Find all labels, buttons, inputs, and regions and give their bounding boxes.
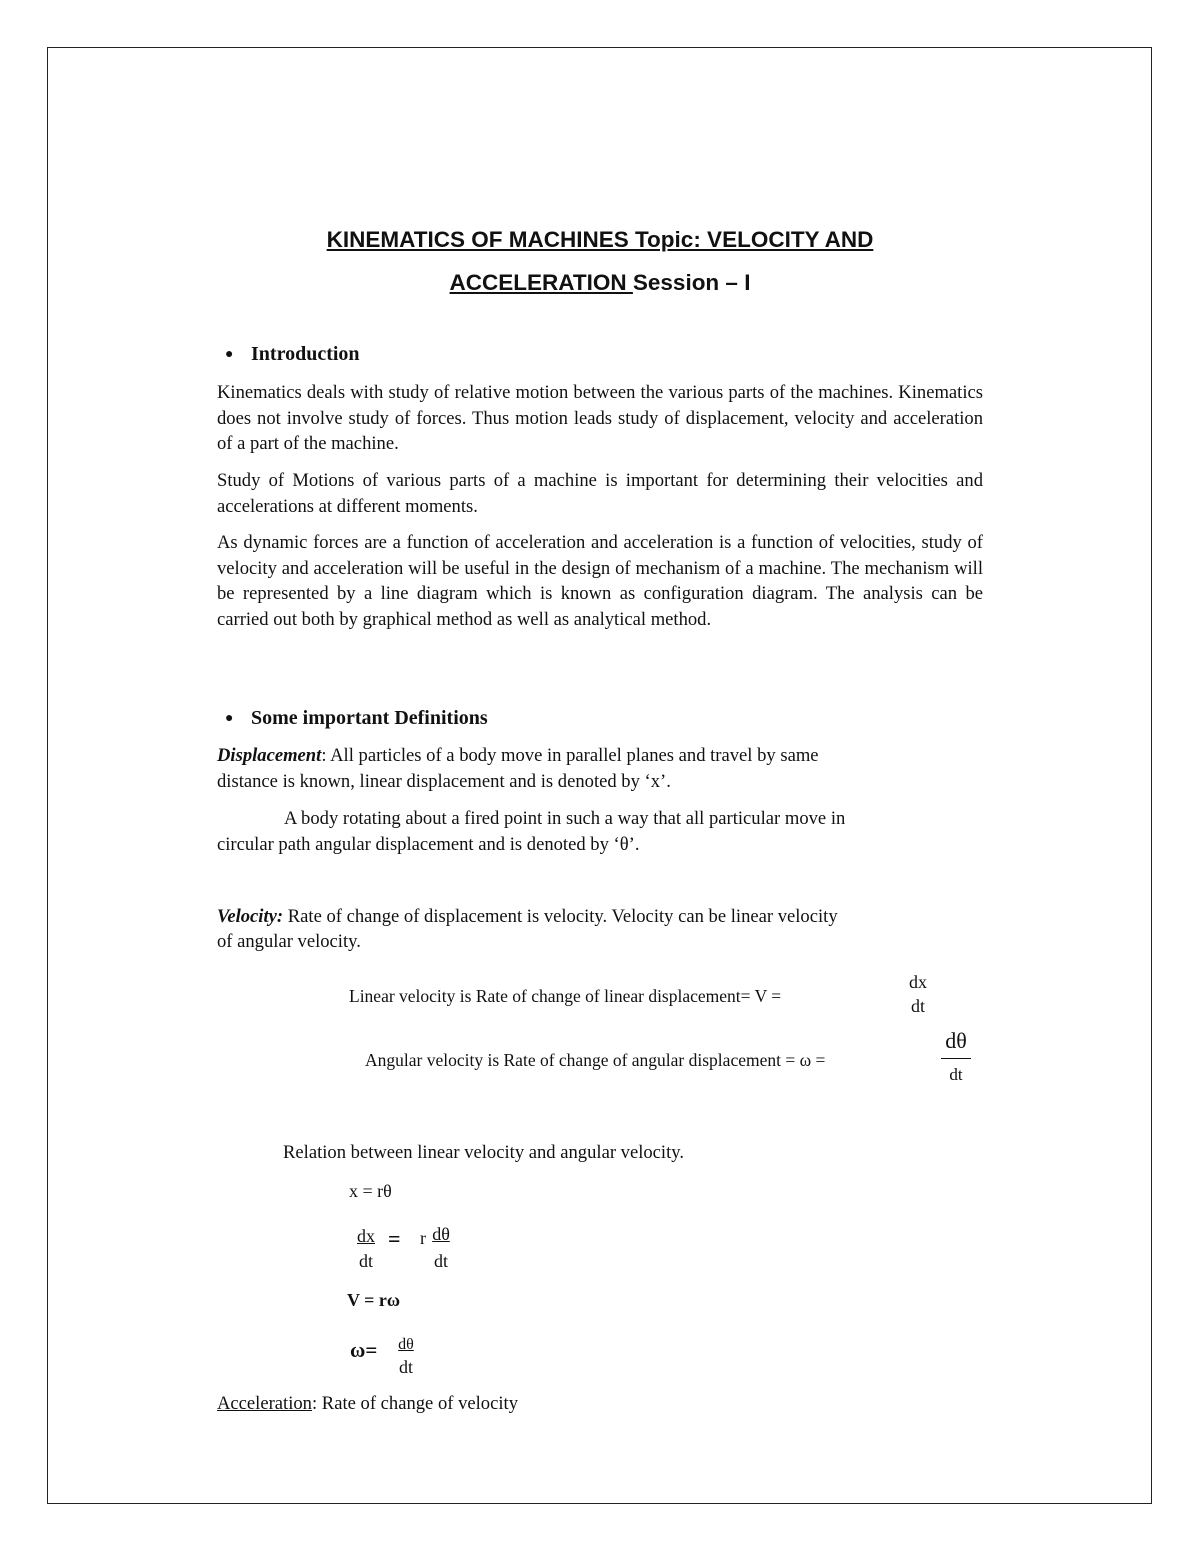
linear-velocity-fraction xyxy=(900,972,936,1017)
r-factor: r xyxy=(420,1228,426,1248)
rotation-line-1: A body rotating about a fired point in such a way that all particular move in xyxy=(284,808,846,829)
bullet-icon: ● xyxy=(225,347,234,362)
fraction-numerator: dx xyxy=(357,1226,375,1246)
intro-paragraph-3: As dynamic forces are a function of acceleration and acceleration is a function of velocities, study of velocity and acceleration will be useful in the design of mechanism of a machine. The mechanism will be represented by a line diagram which is known as configuration diagram. The analysis can be carried out both by graphical method as well as analytical method. xyxy=(217,532,983,630)
section-heading-introduction: ● Introduction xyxy=(225,343,360,365)
acceleration-term: Acceleration xyxy=(217,1393,312,1414)
omega-fraction xyxy=(390,1336,422,1378)
fraction-numerator: dx xyxy=(909,972,927,992)
fraction-denominator: dt xyxy=(433,1251,448,1271)
bullet-icon: ● xyxy=(225,711,234,726)
document-title-line1: KINEMATICS OF MACHINES Topic: VELOCITY AND xyxy=(326,227,874,252)
rotation-line-2: circular path angular displacement and is denoted by ‘θ’. xyxy=(217,834,640,855)
intro-paragraph-2: Study of Motions of various parts of a machine is important for determining their velocities and accelerations at different moments. xyxy=(217,470,983,517)
velocity-line-2: of angular velocity. xyxy=(217,931,361,952)
relation-heading: Relation between linear velocity and angular velocity. xyxy=(283,1142,684,1163)
dx-dt-fraction xyxy=(350,1226,382,1272)
velocity-definition: Velocity: Rate of change of displacement is velocity. Velocity can be linear velocity xyxy=(217,906,838,927)
displacement-line-2: distance is known, linear displacement and is denoted by ‘x’. xyxy=(217,771,671,792)
fraction-denominator: dt xyxy=(358,1251,373,1271)
fraction-numerator: dθ xyxy=(945,1028,967,1053)
intro-paragraph-1: Kinematics deals with study of relative motion between the various parts of the machines. Kinematics does not involve study of forces. Thus motion leads study of displacement, velocity and acceleration of a part of the machine. xyxy=(217,382,983,454)
displacement-definition: Displacement: All particles of a body move in parallel planes and travel by same xyxy=(217,745,819,766)
title-underlined-part: ACCELERATION xyxy=(449,270,633,295)
displacement-term: Displacement xyxy=(217,745,322,766)
angular-velocity-equation: Angular velocity is Rate of change of angular displacement = ω = xyxy=(365,1050,826,1070)
section-heading-definitions: ● Some important Definitions xyxy=(225,707,488,729)
fraction-denominator: dt xyxy=(398,1357,413,1377)
fraction-numerator: dθ xyxy=(398,1336,414,1353)
omega-lhs: ω= xyxy=(350,1338,378,1362)
linear-velocity-equation: Linear velocity is Rate of change of linear displacement= V = xyxy=(349,986,782,1006)
fraction-numerator: dθ xyxy=(432,1224,450,1244)
fraction-denominator: dt xyxy=(910,996,925,1016)
equals-sign: = xyxy=(388,1226,401,1251)
equation-x-r-theta: x = rθ xyxy=(349,1181,392,1201)
angular-velocity-fraction xyxy=(941,1028,971,1085)
equation-v-r-omega: V = rω xyxy=(347,1290,401,1310)
document-title-line2 xyxy=(0,270,1200,296)
fraction-bar xyxy=(941,1058,971,1059)
velocity-term: Velocity: xyxy=(217,906,284,927)
dtheta-dt-fraction xyxy=(424,1224,458,1272)
acceleration-definition: Acceleration: Rate of change of velocity xyxy=(217,1393,518,1414)
title-session: Session – I xyxy=(632,270,751,295)
fraction-denominator: dt xyxy=(949,1065,963,1084)
